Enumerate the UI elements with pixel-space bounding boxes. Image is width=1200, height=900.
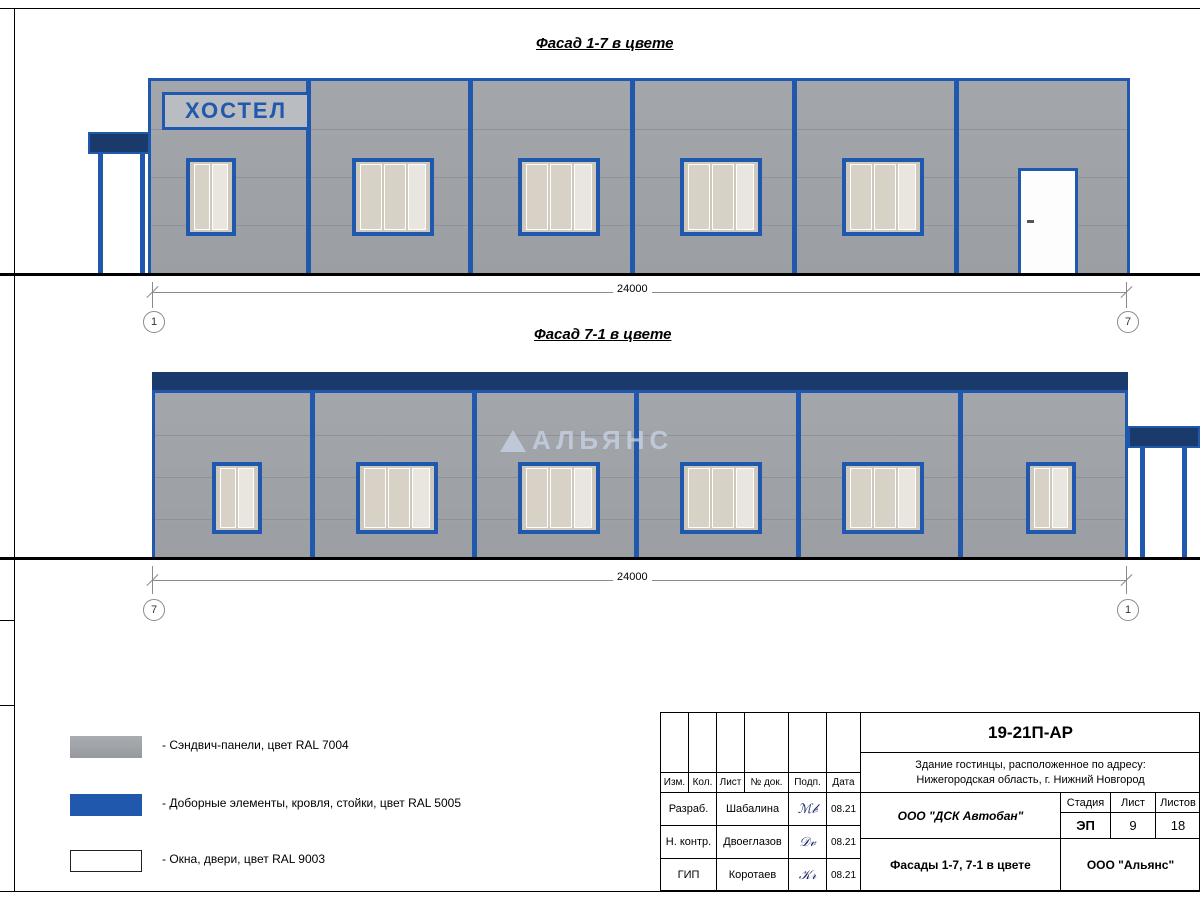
axis-bubble-bottom-right: 1 [1117, 599, 1139, 621]
stamp-date-0: 08.21 [827, 793, 861, 826]
canopy-post-1b [140, 154, 145, 274]
sheet-value: 9 [1111, 813, 1156, 839]
object-line-1: Здание гостинцы, расположенное по адресу: [915, 758, 1146, 771]
frame-top [0, 8, 1200, 9]
window-2-2 [356, 462, 438, 534]
frame-stub-b [0, 705, 14, 706]
legend [70, 732, 590, 892]
facade-2-title: Фасад 7-1 в цвете [534, 326, 672, 343]
building-wall-2 [152, 390, 1128, 560]
axis-bubble-bottom-left: 7 [143, 599, 165, 621]
rev-col-2 [689, 713, 717, 773]
legend-item-0 [70, 732, 590, 778]
sheets-value: 18 [1156, 813, 1200, 839]
rev-col-3 [717, 713, 745, 773]
stamp-name-1: Двоеглазов [717, 826, 789, 859]
stage-value: ЭП [1061, 813, 1111, 839]
object-description [861, 753, 1200, 793]
canopy-post-2a [1140, 448, 1145, 558]
stamp-role-1: Н. контр. [661, 826, 717, 859]
canopy-roof-2 [1128, 426, 1200, 448]
window-2-1 [212, 462, 262, 534]
stamp-header-4: Подп. [789, 773, 827, 793]
ext-line-1-left [152, 282, 153, 308]
axis-bubble-top-left: 1 [143, 311, 165, 333]
elevation-facade-2 [0, 360, 1200, 570]
window-1-4 [680, 158, 762, 236]
entrance-door-1 [1018, 168, 1078, 276]
stamp-header-0: Изм. [661, 773, 689, 793]
object-line-2: Нижегородская область, г. Нижний Новгород [916, 773, 1145, 786]
stamp-date-1: 08.21 [827, 826, 861, 859]
stamp-date-2: 08.21 [827, 859, 861, 892]
project-code: 19-21П-АР [861, 713, 1200, 753]
axis-bubble-top-right: 7 [1117, 311, 1139, 333]
rev-col-4 [745, 713, 789, 773]
canopy-post-2b [1182, 448, 1187, 558]
stamp-header-1: Кол. [689, 773, 717, 793]
legend-swatch-trim [70, 794, 142, 816]
stamp-header-5: Дата [827, 773, 861, 793]
sheet-title: Фасады 1-7, 7-1 в цвете [861, 839, 1061, 892]
facade-1-title: Фасад 1-7 в цвете [536, 35, 674, 52]
legend-label-1: - Доборные элементы, кровля, стойки, цвет RAL 5005 [162, 796, 461, 810]
ground-line-2 [0, 557, 1200, 560]
legend-swatch-sandwich [70, 736, 142, 758]
rev-col-1 [661, 713, 689, 773]
ground-line-1 [0, 273, 1200, 276]
stamp-role-2: ГИП [661, 859, 717, 892]
window-2-6 [1026, 462, 1076, 534]
frame-stub-a [0, 620, 14, 621]
roof-parapet-2 [152, 372, 1128, 390]
stamp-name-2: Коротаев [717, 859, 789, 892]
stamp-sign-0: ℳ𝒷 [789, 793, 827, 826]
legend-item-2 [70, 846, 590, 892]
sheet-label: Лист [1111, 793, 1156, 813]
window-1-1 [186, 158, 236, 236]
stamp-name-0: Шабалина [717, 793, 789, 826]
organization: ООО "Альянс" [1061, 839, 1200, 892]
dim-text-bottom: 24000 [613, 571, 652, 583]
hostel-sign: ХОСТЕЛ [162, 92, 310, 130]
rev-col-5 [789, 713, 827, 773]
legend-item-1 [70, 790, 590, 836]
watermark-text: АЛЬЯНС [532, 425, 674, 455]
legend-swatch-windows [70, 850, 142, 872]
stamp-sign-2: 𝒦𝓇 [789, 859, 827, 892]
ext-line-1-right [1126, 282, 1127, 308]
rev-col-6 [827, 713, 861, 773]
stamp-sign-1: 𝒟𝓋 [789, 826, 827, 859]
window-1-2 [352, 158, 434, 236]
legend-label-2: - Окна, двери, цвет RAL 9003 [162, 852, 325, 866]
legend-label-0: - Сэндвич-панели, цвет RAL 7004 [162, 738, 349, 752]
window-2-4 [680, 462, 762, 534]
window-1-5 [842, 158, 924, 236]
window-1-3 [518, 158, 600, 236]
stamp-role-0: Разраб. [661, 793, 717, 826]
sheets-label: Листов [1156, 793, 1200, 813]
stage-label: Стадия [1061, 793, 1111, 813]
stamp-header-3: № док. [745, 773, 789, 793]
stamp-header-2: Лист [717, 773, 745, 793]
elevation-facade-1 [0, 70, 1200, 285]
dim-text-top: 24000 [613, 283, 652, 295]
window-2-3 [518, 462, 600, 534]
window-2-5 [842, 462, 924, 534]
canopy-post-1a [98, 154, 103, 274]
title-block [660, 712, 1200, 891]
company-name: ООО "ДСК Автобан" [861, 793, 1061, 839]
